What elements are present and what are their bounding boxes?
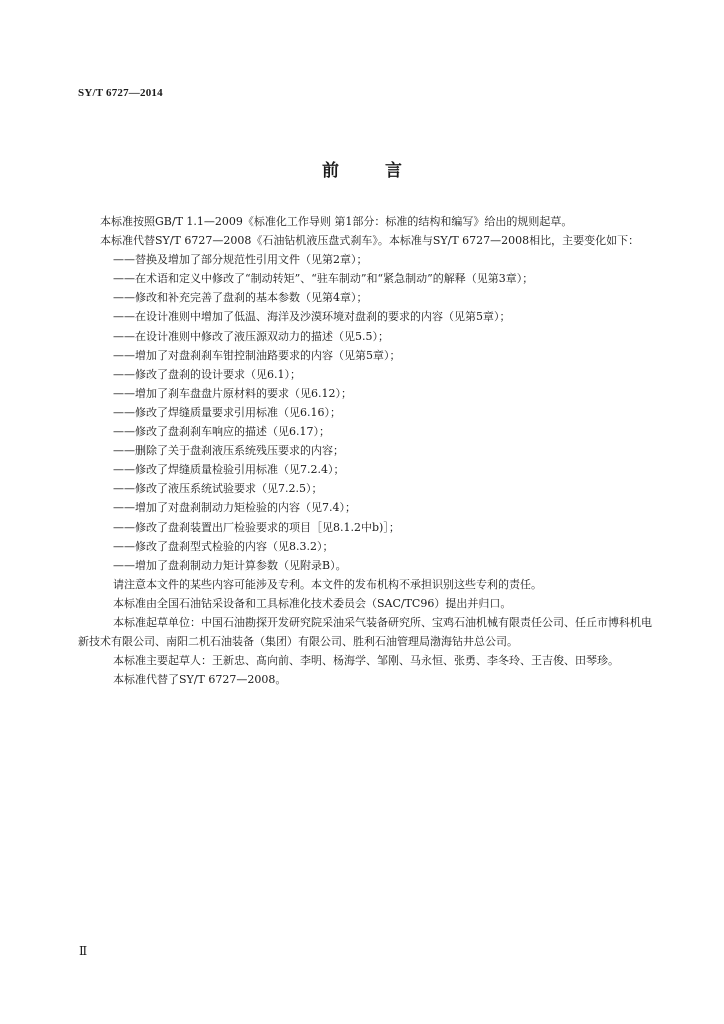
paragraph-patent-notice: 请注意本文件的某些内容可能涉及专利。本文件的发布机构不承担识别这些专利的责任。 [113, 577, 542, 591]
paragraph-drafting-units: 本标准起草单位：中国石油勘探开发研究院采油采气装备研究所、宝鸡石油机械有限责任公司、任丘市博科机电新技术有限公司、南阳二机石油装备（集团）有限公司、胜利石油管理局渤海钻井总公司。 [78, 615, 652, 649]
page-number: Ⅱ [79, 944, 88, 958]
page-title: 前 言 [322, 161, 422, 181]
list-item: ——修改了焊缝质量要求引用标准（见6.16）； [113, 405, 341, 419]
paragraph-drafting-rules: 本标准按照GB/T 1.1—2009《标准化工作导则 第1部分：标准的结构和编写》给出的规则起草。 [100, 215, 573, 228]
list-item: ——修改了盘刹装置出厂检验要求的项目［见8.1.2中b)］； [113, 520, 400, 534]
paragraph-proposer: 本标准由全国石油钻采设备和工具标准化技术委员会（SAC/TC96）提出并归口。 [113, 596, 512, 610]
list-item: ——在设计准则中修改了液压源双动力的描述（见5.5）； [113, 329, 389, 343]
list-item: ——增加了刹车盘盘片原材料的要求（见6.12）； [113, 386, 352, 400]
paragraph-supersedes: 本标准代替了SY/T 6727—2008。 [113, 673, 287, 687]
list-item: ——修改了盘刹型式检验的内容（见8.3.2）； [113, 539, 334, 553]
list-item: ——增加了对盘刹刹车钳控制油路要求的内容（见第5章）； [113, 348, 401, 362]
paragraph-replaces: 本标准代替SY/T 6727—2008《石油钻机液压盘式刹车》。本标准与SY/T 6727—2008相比，主要变化如下： [100, 234, 640, 248]
changes-list [91, 250, 653, 575]
list-item: ——增加了盘刹制动力矩计算参数（见附录B）。 [113, 558, 347, 572]
list-item: ——修改了液压系统试验要求（见7.2.5）； [113, 482, 323, 496]
list-item: ——修改了焊缝质量检验引用标准（见7.2.4）； [113, 463, 345, 477]
list-item: ——在术语和定义中修改了“制动转矩”、“驻车制动”和“紧急制动”的解释（见第3章）； [113, 272, 534, 286]
intro-block [78, 212, 653, 250]
paragraph-drafters: 本标准主要起草人：王新忠、髙向前、李明、杨海学、邹刚、马永恒、张勇、李冬玲、王吉俊、田琴珍。 [113, 654, 619, 668]
list-item: ——在设计准则中增加了低温、海洋及沙漠环境对盘刹的要求的内容（见第5章）； [113, 310, 511, 324]
document-body [78, 212, 653, 689]
list-item: ——修改了盘刹刹车响应的描述（见6.17）； [113, 425, 330, 439]
list-item: ——修改了盘刹的设计要求（见6.1）； [113, 367, 301, 381]
list-item: ——替换及增加了部分规范性引用文件（见第2章）； [113, 253, 368, 267]
list-item: ——增加了对盘刹制动力矩检验的内容（见7.4）； [113, 501, 356, 515]
list-item: ——修改和补充完善了盘刹的基本参数（见第4章）； [113, 291, 368, 305]
list-item: ——删除了关于盘刹液压系统残压要求的内容； [113, 444, 344, 458]
standard-code-header: SY/T 6727—2014 [78, 87, 163, 99]
